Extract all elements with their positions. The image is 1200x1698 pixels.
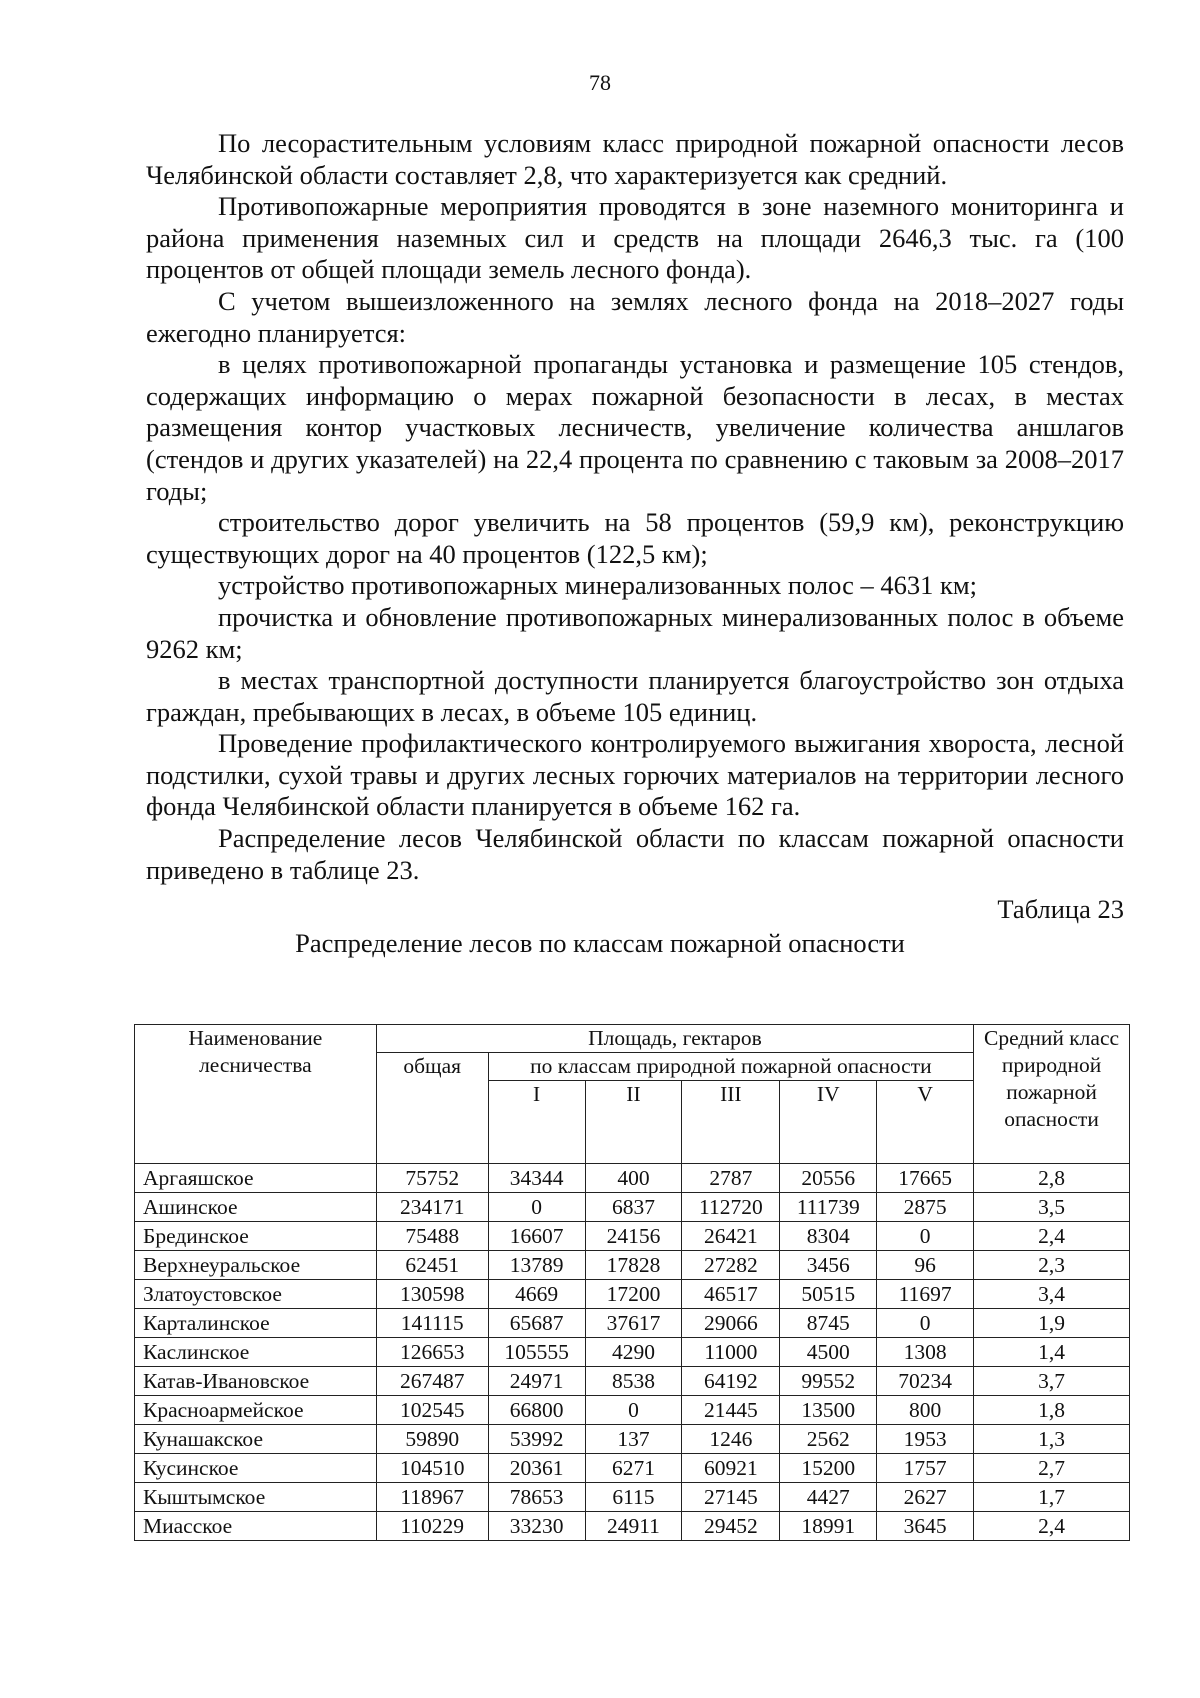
cell-class-4: 4500 [780,1338,877,1367]
cell-average-class: 1,8 [974,1396,1130,1425]
paragraph: в целях противопожарной пропаганды установка и размещение 105 стендов, содержащих информацию о мерах пожарной безопасности в лесах, в местах размещения контор участковых лесничеств, увеличение количества аншлагов (стендов и других указателей) на 22,4 процента по сравнению с таковым за 2008–2017 годы; [146,349,1124,506]
cell-class-1: 105555 [488,1338,585,1367]
cell-class-3: 27145 [682,1483,780,1512]
cell-forestry-name: Катав-Ивановское [135,1367,377,1396]
cell-class-3: 112720 [682,1193,780,1222]
table-row [135,1396,1130,1425]
cell-class-5: 3645 [877,1512,974,1541]
header-forestry-name: Наименование лесничества [135,1025,377,1164]
cell-class-2: 24156 [585,1222,682,1251]
cell-class-2: 6837 [585,1193,682,1222]
cell-class-5: 17665 [877,1164,974,1193]
cell-class-4: 18991 [780,1512,877,1541]
cell-average-class: 2,8 [974,1164,1130,1193]
cell-total: 75488 [376,1222,488,1251]
cell-total: 62451 [376,1251,488,1280]
header-class-4: IV [780,1081,877,1164]
cell-class-4: 3456 [780,1251,877,1280]
cell-class-5: 1308 [877,1338,974,1367]
cell-total: 130598 [376,1280,488,1309]
table-row [135,1251,1130,1280]
cell-class-4: 4427 [780,1483,877,1512]
cell-average-class: 3,7 [974,1367,1130,1396]
paragraph: Противопожарные мероприятия проводятся в зоне наземного мониторинга и района применения наземных сил и средств на площади 2646,3 тыс. га (100 процентов от общей площади земель лесного фонда). [146,191,1124,285]
paragraph: прочистка и обновление противопожарных минерализованных полос в объеме 9262 км; [146,601,1124,664]
paragraph: устройство противопожарных минерализованных полос – 4631 км; [218,570,977,601]
cell-class-4: 111739 [780,1193,877,1222]
cell-class-4: 8304 [780,1222,877,1251]
cell-total: 234171 [376,1193,488,1222]
cell-class-5: 11697 [877,1280,974,1309]
cell-total: 126653 [376,1338,488,1367]
cell-class-4: 15200 [780,1454,877,1483]
cell-average-class: 1,4 [974,1338,1130,1367]
cell-class-1: 66800 [488,1396,585,1425]
cell-forestry-name: Карталинское [135,1309,377,1338]
cell-class-2: 17200 [585,1280,682,1309]
cell-class-1: 24971 [488,1367,585,1396]
header-class-3: III [682,1081,780,1164]
cell-class-5: 70234 [877,1367,974,1396]
table-row [135,1512,1130,1541]
cell-forestry-name: Кунашакское [135,1425,377,1454]
cell-class-2: 4290 [585,1338,682,1367]
page-number: 78 [589,70,611,95]
cell-forestry-name: Брединское [135,1222,377,1251]
cell-class-3: 64192 [682,1367,780,1396]
table-row [135,1425,1130,1454]
cell-class-2: 137 [585,1425,682,1454]
header-by-class: по классам природной пожарной опасности [488,1053,973,1081]
cell-class-3: 1246 [682,1425,780,1454]
cell-total: 102545 [376,1396,488,1425]
cell-average-class: 3,4 [974,1280,1130,1309]
cell-average-class: 3,5 [974,1193,1130,1222]
cell-average-class: 2,4 [974,1222,1130,1251]
header-class-5: V [877,1081,974,1164]
table-row [135,1193,1130,1222]
cell-class-2: 37617 [585,1309,682,1338]
table-label: Таблица 23 [997,894,1124,924]
cell-class-2: 8538 [585,1367,682,1396]
cell-forestry-name: Кыштымское [135,1483,377,1512]
cell-forestry-name: Кусинское [135,1454,377,1483]
header-area: Площадь, гектаров [376,1025,973,1053]
cell-average-class: 1,7 [974,1483,1130,1512]
table-row [135,1454,1130,1483]
cell-class-3: 29452 [682,1512,780,1541]
cell-class-3: 21445 [682,1396,780,1425]
cell-total: 104510 [376,1454,488,1483]
cell-class-5: 2627 [877,1483,974,1512]
cell-class-2: 0 [585,1396,682,1425]
cell-class-1: 20361 [488,1454,585,1483]
table-row [135,1483,1130,1512]
cell-class-2: 24911 [585,1512,682,1541]
cell-class-5: 96 [877,1251,974,1280]
cell-class-5: 800 [877,1396,974,1425]
cell-average-class: 2,4 [974,1512,1130,1541]
cell-total: 75752 [376,1164,488,1193]
header-average-class: Средний класс природной пожарной опасности [974,1025,1130,1164]
table-row [135,1222,1130,1251]
cell-forestry-name: Ашинское [135,1193,377,1222]
cell-class-3: 2787 [682,1164,780,1193]
cell-class-3: 29066 [682,1309,780,1338]
paragraph: Проведение профилактического контролируемого выжигания хвороста, лесной подстилки, сухой травы и других лесных горючих материалов на территории лесного фонда Челябинской области планируется в объеме 162 га. [146,728,1124,822]
cell-class-4: 8745 [780,1309,877,1338]
cell-class-1: 33230 [488,1512,585,1541]
cell-class-5: 0 [877,1309,974,1338]
cell-class-1: 16607 [488,1222,585,1251]
cell-average-class: 1,3 [974,1425,1130,1454]
cell-forestry-name: Каслинское [135,1338,377,1367]
cell-total: 59890 [376,1425,488,1454]
paragraph: По лесорастительным условиям класс природной пожарной опасности лесов Челябинской области составляет 2,8, что характеризуется как средний. [146,128,1124,190]
cell-average-class: 2,7 [974,1454,1130,1483]
cell-class-4: 2562 [780,1425,877,1454]
header-class-1: I [488,1081,585,1164]
cell-total: 141115 [376,1309,488,1338]
table-row [135,1309,1130,1338]
table-row [135,1280,1130,1309]
cell-class-1: 34344 [488,1164,585,1193]
paragraph: в местах транспортной доступности планируется благоустройство зон отдыха граждан, пребывающих в лесах, в объеме 105 единиц. [146,665,1124,727]
table-body [135,1164,1130,1541]
cell-class-5: 0 [877,1222,974,1251]
fire-danger-table [134,1024,1130,1541]
cell-class-5: 1757 [877,1454,974,1483]
cell-class-2: 17828 [585,1251,682,1280]
cell-class-3: 27282 [682,1251,780,1280]
cell-class-5: 2875 [877,1193,974,1222]
cell-class-2: 6271 [585,1454,682,1483]
cell-forestry-name: Красноармейское [135,1396,377,1425]
header-total: общая [376,1053,488,1164]
cell-class-1: 13789 [488,1251,585,1280]
cell-forestry-name: Миасское [135,1512,377,1541]
table-row [135,1164,1130,1193]
cell-class-1: 0 [488,1193,585,1222]
header-class-2: II [585,1081,682,1164]
cell-total: 110229 [376,1512,488,1541]
cell-average-class: 2,3 [974,1251,1130,1280]
cell-class-3: 11000 [682,1338,780,1367]
table-row [135,1338,1130,1367]
table-title: Распределение лесов по классам пожарной опасности [295,928,905,958]
cell-forestry-name: Златоустовское [135,1280,377,1309]
cell-average-class: 1,9 [974,1309,1130,1338]
paragraph: Распределение лесов Челябинской области по классам пожарной опасности приведено в таблице 23. [146,823,1124,885]
cell-forestry-name: Аргаяшское [135,1164,377,1193]
cell-class-1: 65687 [488,1309,585,1338]
cell-class-2: 400 [585,1164,682,1193]
cell-class-4: 20556 [780,1164,877,1193]
cell-forestry-name: Верхнеуральское [135,1251,377,1280]
cell-class-4: 99552 [780,1367,877,1396]
cell-class-4: 13500 [780,1396,877,1425]
cell-class-3: 46517 [682,1280,780,1309]
cell-class-3: 60921 [682,1454,780,1483]
paragraph: строительство дорог увеличить на 58 процентов (59,9 км), реконструкцию существующих дорог на 40 процентов (122,5 км); [146,507,1124,569]
cell-class-4: 50515 [780,1280,877,1309]
cell-class-5: 1953 [877,1425,974,1454]
body-text [146,128,1124,886]
cell-class-2: 6115 [585,1483,682,1512]
cell-class-3: 26421 [682,1222,780,1251]
cell-total: 267487 [376,1367,488,1396]
cell-class-1: 53992 [488,1425,585,1454]
cell-class-1: 78653 [488,1483,585,1512]
cell-total: 118967 [376,1483,488,1512]
table-row [135,1367,1130,1396]
paragraph: С учетом вышеизложенного на землях лесного фонда на 2018–2027 годы ежегодно планируется: [146,285,1124,348]
cell-class-1: 4669 [488,1280,585,1309]
